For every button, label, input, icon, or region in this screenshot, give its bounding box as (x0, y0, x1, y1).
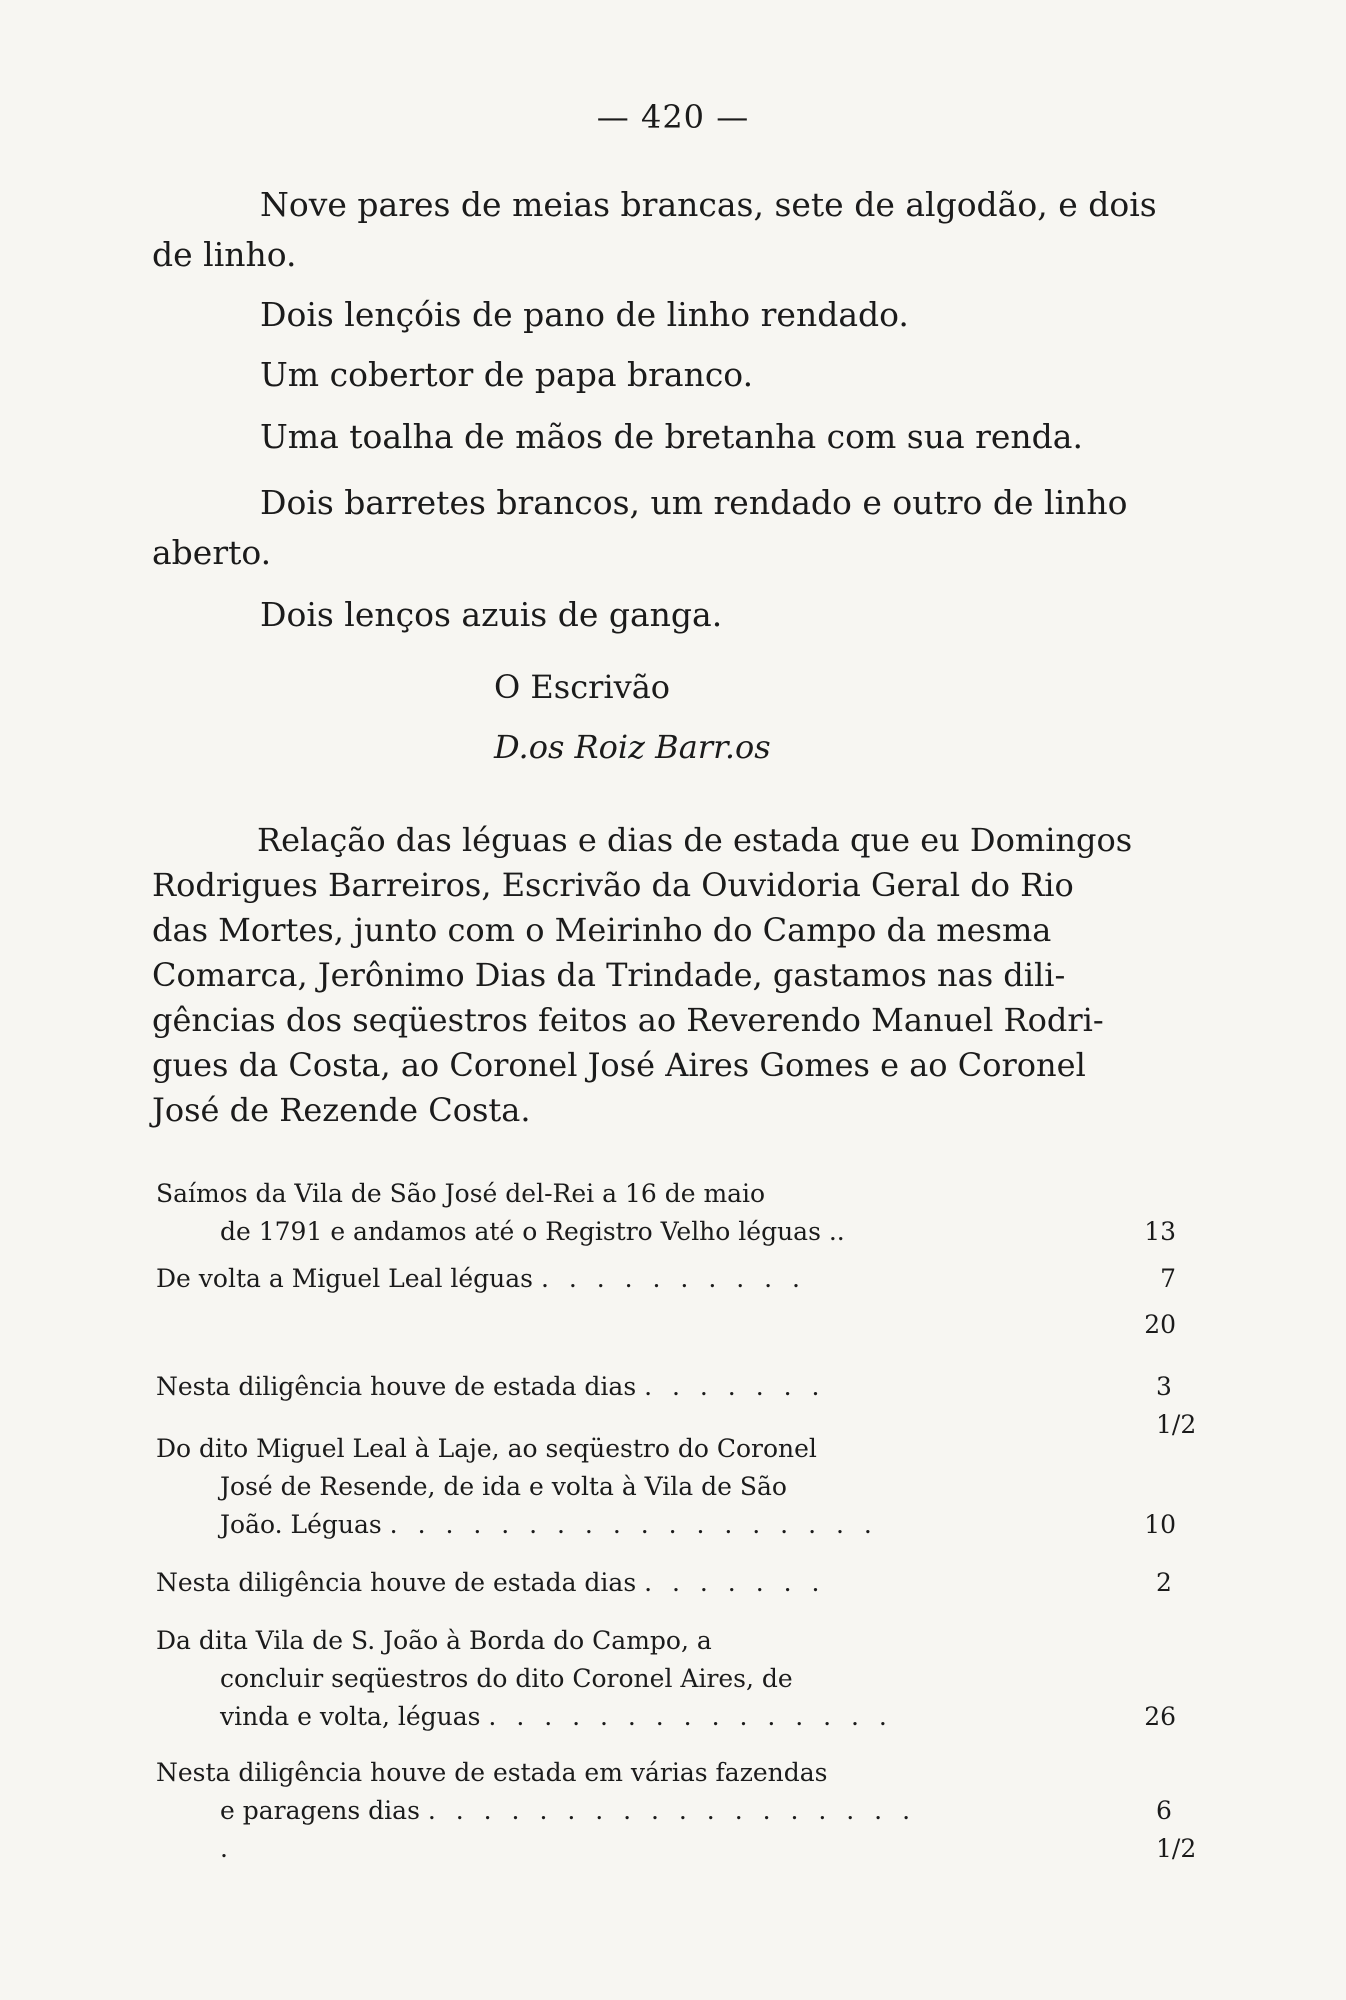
ledger-text: Nesta diligência houve de estada dias (156, 1372, 637, 1401)
paragraph-line: José de Rezende Costa. (152, 1091, 531, 1129)
page-number: — 420 — (596, 98, 750, 136)
signature-title: O Escrivão (494, 668, 671, 706)
paragraph-line: das Mortes, junto com o Meirinho do Campo da mesma (152, 911, 1052, 949)
inventory-line: Dois lenços azuis de ganga. (260, 595, 723, 634)
ledger-dias: 2 (1156, 1568, 1172, 1597)
inventory-line: Dois lençóis de pano de linho rendado. (260, 295, 909, 334)
leader-dots: . . . . . . . . . . . . . . . (488, 1702, 893, 1731)
ledger-text-with-dots (156, 1698, 936, 1736)
inventory-line: de linho. (152, 235, 297, 274)
ledger-text-with-dots (156, 1792, 936, 1868)
inventory-line: Dois barretes brancos, um rendado e outro de linho (260, 483, 1128, 522)
ledger-entry (156, 1430, 936, 1544)
inventory-line: aberto. (152, 533, 272, 572)
signature-name: D.os Roiz Barr.os (494, 728, 771, 766)
leader-dots: . . . . . . . . . . (540, 1264, 806, 1293)
paragraph-line: Rodrigues Barreiros, Escrivão da Ouvidoria Geral do Rio (152, 866, 1074, 904)
ledger-text-with-dots (156, 1506, 936, 1544)
ledger-text: de 1791 e andamos até o Registro Velho léguas .. (220, 1217, 845, 1246)
ledger-entry (156, 1368, 936, 1406)
ledger-leguas: 26 (1144, 1702, 1176, 1731)
ledger-text: José de Resende, de ida e volta à Vila de São (220, 1472, 787, 1501)
ledger-text: Da dita Vila de S. João à Borda do Campo, a (156, 1626, 712, 1655)
ledger-entry (156, 1175, 936, 1251)
ledger-entry (156, 1564, 936, 1602)
ledger-text: João. Léguas (220, 1510, 382, 1539)
ledger-text: Do dito Miguel Leal à Laje, ao seqüestro do Coronel (156, 1434, 817, 1463)
ledger-dias: 6 1/2 (1156, 1796, 1197, 1863)
ledger-text: Saímos da Vila de São José del-Rei a 16 de maio (156, 1179, 766, 1208)
ledger-subtotal: 20 (1144, 1310, 1176, 1339)
leader-dots: . . . . . . . . . . . . . . . . . . (389, 1510, 878, 1539)
ledger-text: De volta a Miguel Leal léguas (156, 1264, 534, 1293)
ledger-text: vinda e volta, léguas (220, 1702, 481, 1731)
paragraph-line: gências dos seqüestros feitos ao Reverendo Manuel Rodri- (152, 1001, 1104, 1039)
ledger-entry (156, 1754, 936, 1868)
ledger (156, 0, 1197, 2000)
inventory-line: Uma toalha de mãos de bretanha com sua renda. (260, 417, 1083, 456)
paragraph-line: Relação das léguas e dias de estada que eu Domingos (257, 821, 1133, 859)
inventory-line: Um cobertor de papa branco. (260, 355, 754, 394)
leader-dots: . . . . . . . (644, 1372, 826, 1401)
ledger-text: concluir seqüestros do dito Coronel Aires, de (220, 1664, 793, 1693)
paragraph-line: gues da Costa, ao Coronel José Aires Gomes e ao Coronel (152, 1046, 1086, 1084)
ledger-leguas: 13 (1144, 1217, 1176, 1246)
ledger-leguas: 10 (1144, 1510, 1176, 1539)
leader-dots: . . . . . . . (644, 1568, 826, 1597)
ledger-text: Nesta diligência houve de estada dias (156, 1568, 637, 1597)
ledger-text: Nesta diligência houve de estada em várias fazendas (156, 1758, 828, 1787)
leader-dots: . . . . . . . . . . . . . . . . . . . (220, 1796, 917, 1863)
inventory-line: Nove pares de meias brancas, sete de algodão, e dois (260, 185, 1157, 224)
ledger-entry (156, 1622, 936, 1736)
paragraph-line: Comarca, Jerônimo Dias da Trindade, gastamos nas dili- (152, 956, 1066, 994)
ledger-entry (156, 1260, 936, 1298)
ledger-text: e paragens dias (220, 1796, 420, 1825)
ledger-dias: 3 1/2 (1156, 1372, 1197, 1439)
ledger-leguas: 7 (1160, 1264, 1176, 1293)
